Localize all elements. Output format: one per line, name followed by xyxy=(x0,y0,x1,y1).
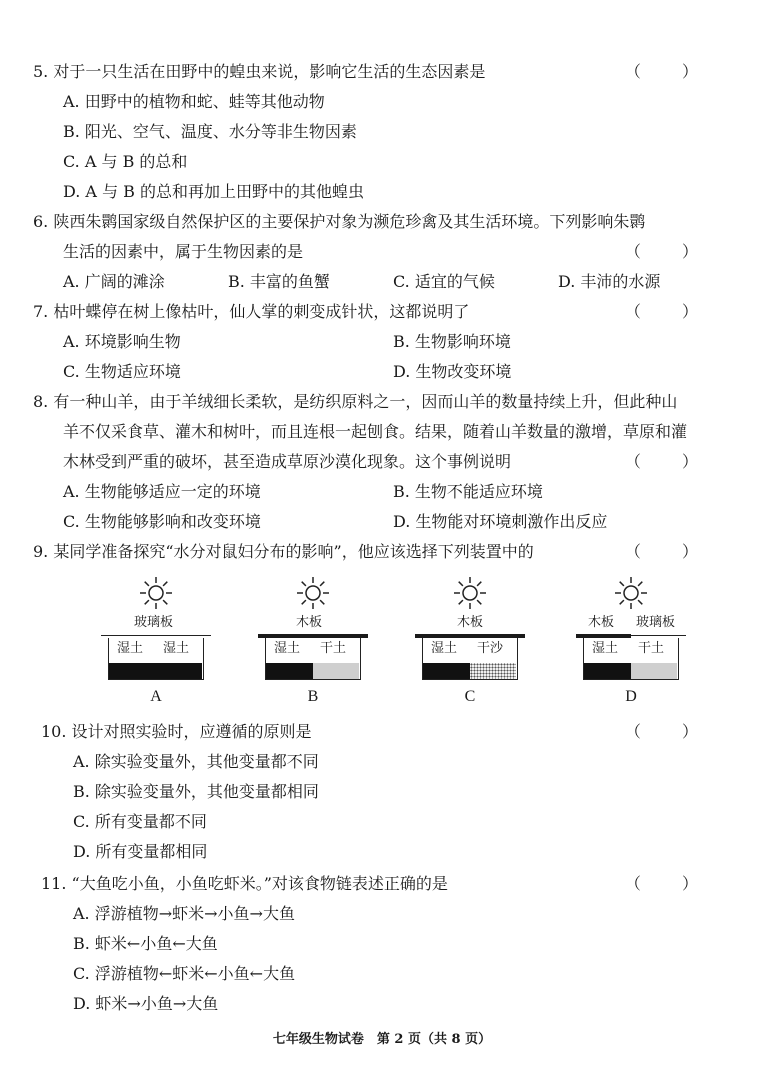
q8-option-c: C. 生物能够影响和改变环境 xyxy=(63,512,261,531)
dry-soil xyxy=(631,663,677,679)
q11-option-c: C. 浮游植物←虾米←小鱼←大鱼 xyxy=(73,964,296,983)
q5-stem: 5. 对于一只生活在田野中的蝗虫来说，影响它生活的生态因素是 xyxy=(33,62,486,81)
q11-option-d: D. 虾米→小鱼→大鱼 xyxy=(73,994,219,1013)
sun-icon xyxy=(138,575,174,611)
q8-option-d: D. 生物能对环境刺激作出反应 xyxy=(393,512,608,531)
q10-option-b: B. 除实验变量外，其他变量都相同 xyxy=(73,782,319,801)
q11-stem: 11. “大鱼吃小鱼，小鱼吃虾米。”对该食物链表述正确的是 xyxy=(41,874,448,893)
q7-option-d: D. 生物改变环境 xyxy=(393,362,512,381)
q10-answer-paren: （ ） xyxy=(624,722,716,741)
q6-option-b: B. 丰富的鱼蟹 xyxy=(228,272,330,291)
q10-option-c: C. 所有变量都不同 xyxy=(73,812,207,831)
glass-plate xyxy=(101,635,211,636)
q6-stem-line1: 6. 陕西朱鹮国家级自然保护区的主要保护对象为濒危珍禽及其生活环境。下列影响朱鹮 xyxy=(33,212,646,231)
apparatus-d xyxy=(576,575,686,705)
q6-option-a: A. 广阔的滩涂 xyxy=(63,272,165,291)
cover-label: 玻璃板 xyxy=(134,615,174,630)
q5-option-d: D. A 与 B 的总和再加上田野中的其他蝗虫 xyxy=(63,182,365,201)
soil-box xyxy=(265,638,361,680)
soil-label-left: 湿土 xyxy=(274,641,301,656)
q10-stem: 10. 设计对照实验时，应遵循的原则是 xyxy=(41,722,312,741)
soil-label-right: 干沙 xyxy=(477,641,504,656)
q6-answer-paren: （ ） xyxy=(624,242,716,261)
q5-answer-paren: （ ） xyxy=(624,62,716,81)
q10-option-a: A. 除实验变量外，其他变量都不同 xyxy=(73,752,319,771)
moist-soil xyxy=(109,663,202,679)
q7-option-c: C. 生物适应环境 xyxy=(63,362,181,381)
soil-label-left: 湿土 xyxy=(431,641,458,656)
apparatus-letter: C xyxy=(464,688,476,705)
q9-stem: 9. 某同学准备探究“水分对鼠妇分布的影响”，他应该选择下列装置中的 xyxy=(33,542,534,561)
q8-stem-line1: 8. 有一种山羊，由于羊绒细长柔软，是纺织原料之一，因而山羊的数量持续上升，但此种山 xyxy=(33,392,678,411)
dry-soil xyxy=(313,663,359,679)
q11-option-b: B. 虾米←小鱼←大鱼 xyxy=(73,934,218,953)
soil-box xyxy=(583,638,679,680)
q7-stem: 7. 枯叶蝶停在树上像枯叶，仙人掌的刺变成针状，这都说明了 xyxy=(33,302,470,321)
dry-sand xyxy=(470,663,516,679)
soil-label-right: 干土 xyxy=(638,641,665,656)
q7-option-b: B. 生物影响环境 xyxy=(393,332,511,351)
apparatus-a xyxy=(101,575,211,705)
q5-option-b: B. 阳光、空气、温度、水分等非生物因素 xyxy=(63,122,357,141)
apparatus-b xyxy=(258,575,368,705)
q10-option-d: D. 所有变量都相同 xyxy=(73,842,208,861)
q8-option-b: B. 生物不能适应环境 xyxy=(393,482,543,501)
q7-answer-paren: （ ） xyxy=(624,302,716,321)
cover-label: 木板 xyxy=(296,615,323,630)
apparatus-letter: D xyxy=(625,688,637,705)
apparatus-letter: B xyxy=(307,688,319,705)
soil-label-right: 湿土 xyxy=(163,641,190,656)
q8-answer-paren: （ ） xyxy=(624,452,716,471)
moist-soil xyxy=(423,663,470,679)
soil-label-right: 干土 xyxy=(320,641,347,656)
cover-label: 木板 xyxy=(457,615,484,630)
page-footer: 七年级生物试卷 第 2 页（共 8 页） xyxy=(272,1032,492,1047)
q8-stem-line3: 木林受到严重的破坏，甚至造成草原沙漠化现象。这个事例说明 xyxy=(63,452,512,471)
moist-soil xyxy=(584,663,631,679)
sun-icon xyxy=(452,575,488,611)
sun-icon xyxy=(295,575,331,611)
q9-answer-paren: （ ） xyxy=(624,542,716,561)
apparatus-letter: A xyxy=(150,688,162,705)
glass-plate xyxy=(631,635,686,636)
q7-option-a: A. 环境影响生物 xyxy=(63,332,181,351)
cover-label-left: 木板 xyxy=(588,615,615,630)
q11-answer-paren: （ ） xyxy=(624,874,716,893)
q6-option-d: D. 丰沛的水源 xyxy=(558,272,661,291)
q5-option-a: A. 田野中的植物和蛇、蛙等其他动物 xyxy=(63,92,325,111)
q11-option-a: A. 浮游植物→虾米→小鱼→大鱼 xyxy=(73,904,295,923)
soil-box xyxy=(108,638,204,680)
apparatus-c xyxy=(415,575,525,705)
soil-box xyxy=(422,638,518,680)
soil-label-left: 湿土 xyxy=(592,641,619,656)
soil-label-left: 湿土 xyxy=(117,641,144,656)
q8-option-a: A. 生物能够适应一定的环境 xyxy=(63,482,261,501)
cover-label-right: 玻璃板 xyxy=(636,615,676,630)
q6-stem-line2: 生活的因素中，属于生物因素的是 xyxy=(63,242,304,261)
q8-stem-line2: 羊不仅采食草、灌木和树叶，而且连根一起刨食。结果，随着山羊数量的激增，草原和灌 xyxy=(63,422,688,441)
q5-option-c: C. A 与 B 的总和 xyxy=(63,152,188,171)
moist-soil xyxy=(266,663,313,679)
q6-option-c: C. 适宜的气候 xyxy=(393,272,495,291)
sun-icon xyxy=(613,575,649,611)
